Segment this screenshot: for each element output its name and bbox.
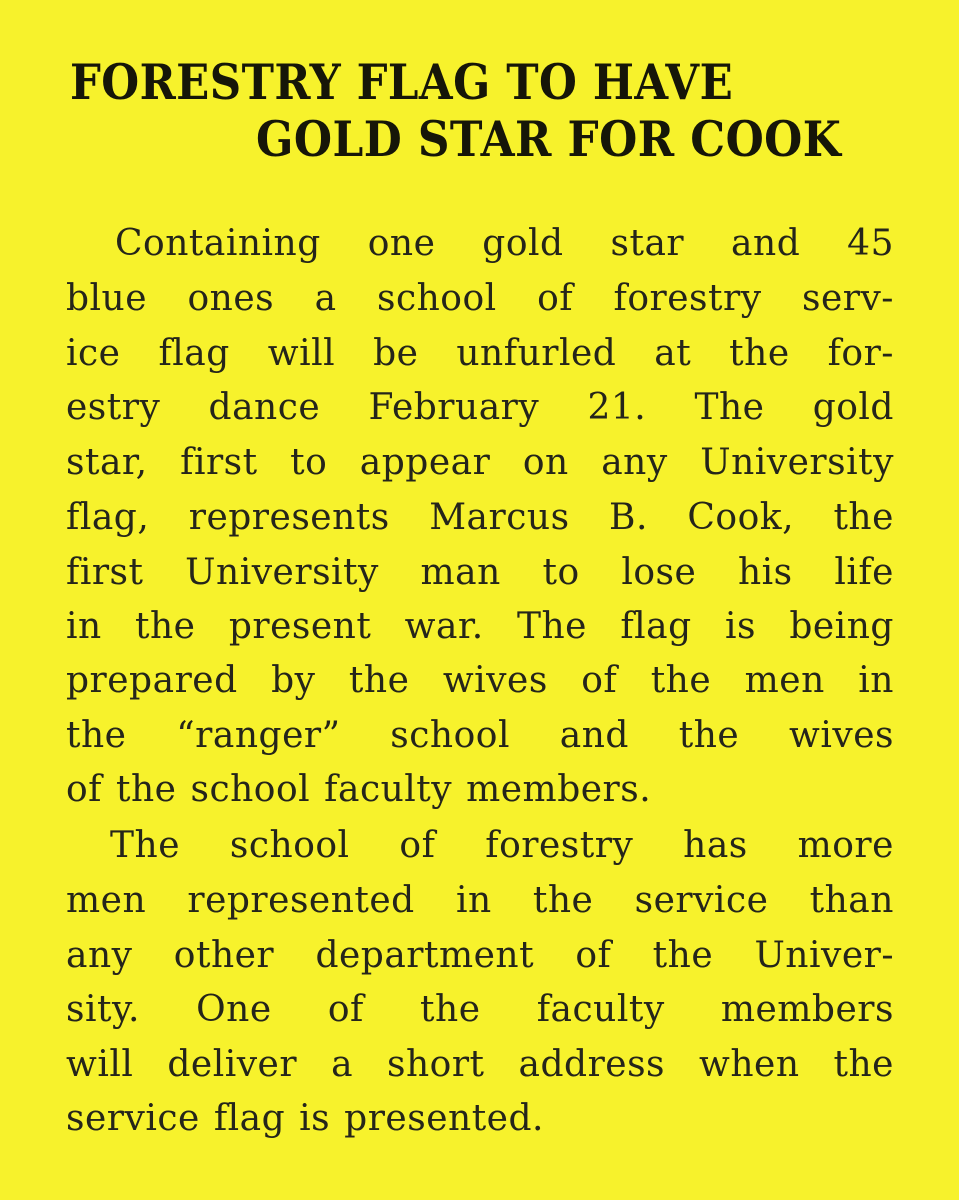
article-line: Containing one gold star and 45 <box>115 223 894 264</box>
article-line: in the present war. The flag is being <box>66 606 894 647</box>
article-line: will deliver a short address when the <box>66 1044 894 1085</box>
headline <box>0 0 959 200</box>
article-line: star, first to appear on any University <box>66 442 894 483</box>
article-line: ice flag will be unfurled at the for- <box>66 333 894 374</box>
article-line: any other department of the Univer- <box>66 935 894 976</box>
article-line: of the school faculty members. <box>66 769 652 810</box>
article-line: The school of forestry has more <box>110 825 894 866</box>
article-line: prepared by the wives of the men in <box>66 660 894 701</box>
article-line: men represented in the service than <box>66 880 894 921</box>
article-line: flag, represents Marcus B. Cook, the <box>66 497 894 538</box>
headline-line-1: FORESTRY FLAG TO HAVE <box>70 53 734 111</box>
article-line: blue ones a school of forestry serv- <box>66 278 894 319</box>
article-line: the “ranger” school and the wives <box>66 715 894 756</box>
article-line: sity. One of the faculty members <box>66 989 894 1030</box>
article-line: first University man to lose his life <box>66 552 894 593</box>
article-line: service flag is presented. <box>66 1098 544 1139</box>
headline-line-2: GOLD STAR FOR COOK <box>256 110 842 168</box>
article-line: estry dance February 21. The gold <box>66 387 894 428</box>
